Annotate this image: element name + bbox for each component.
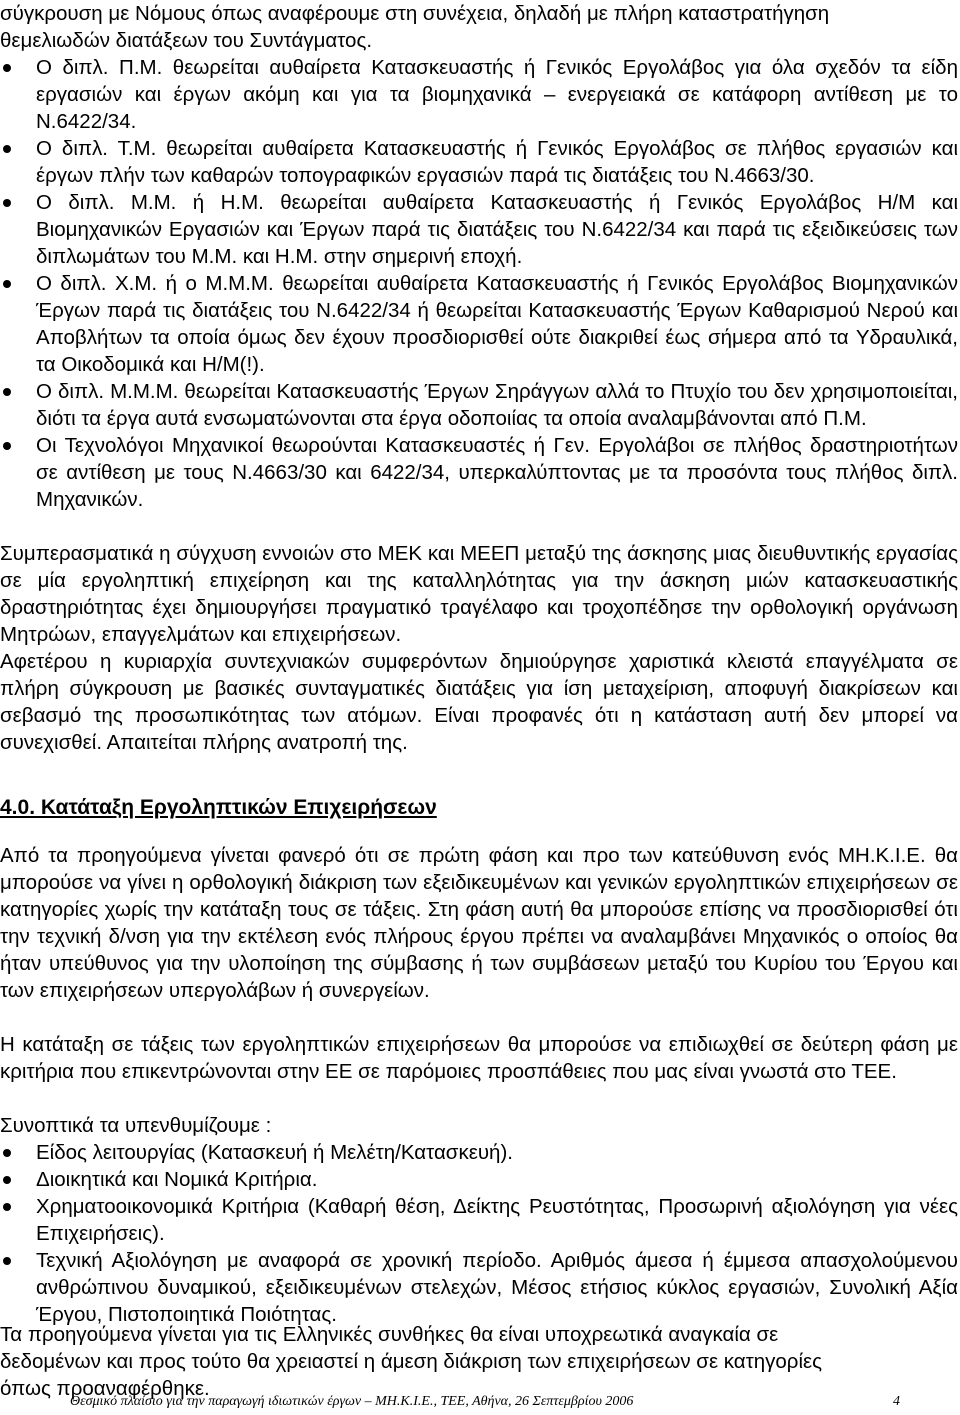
text-line: Τα προηγούμενα γίνεται για τις Ελληνικές συνθήκες θα είναι υποχρεωτικά αναγκαία σε (0, 1323, 779, 1346)
summary-intro: Συνοπτικά τα υπενθυμίζουμε : (0, 1114, 272, 1137)
bullet-icon (3, 1257, 11, 1265)
page-footer (70, 1393, 900, 1411)
bullet-icon (3, 1203, 11, 1211)
section-heading: 4.0. Κατάταξη Εργοληπτικών Επιχειρήσεων (0, 796, 437, 819)
bullet-icon (3, 1149, 11, 1157)
page-number: 4 (893, 1394, 900, 1409)
bullet-icon (3, 1176, 11, 1184)
bullet-icon (3, 442, 11, 450)
bullet-icon (3, 388, 11, 396)
second-paragraph: Αφετέρου η κυριαρχία συντεχνιακών συμφερόντων δημιούργησε χαριστικά κλειστά επαγγέλματα σε πλήρη σύγκρουση με βασικές συνταγματικές διατάξεις για ίση μεταχείριση, αποφυγή διακρίσεων και σεβασμό της προσωπικότητας των ατόμων. Είναι προφανές ότι η κατάσταση αυτή δεν μπορεί να συνεχισθεί. Απαιτείται πλήρης ανατροπή της. (0, 650, 958, 754)
list-item: Διοικητικά και Νομικά Κριτήρια. (0, 1166, 958, 1193)
text-line: σύγκρουση με Νόμους όπως αναφέρουμε στη συνέχεια, δηλαδή με πλήρη καταστρατήγηση (0, 2, 830, 25)
bullet-icon (3, 280, 11, 288)
bullet-icon (3, 64, 11, 72)
top-paragraph (0, 0, 958, 54)
list-item: Οι Τεχνολόγοι Μηχανικοί θεωρούνται Κατασκευαστές ή Γεν. Εργολάβοι σε πλήθος δραστηριοτήτων σε αντίθεση με τους Ν.4663/30 και 6422/34, υπερκαλύπτοντας με τα προσόντα τους πλήθος διπλ. Μηχανικών. (0, 432, 958, 513)
list-item: Ο διπλ. Μ.Μ.Μ. θεωρείται Κατασκευαστής Έργων Σηράγγων αλλά το Πτυχίο του δεν χρησιμοποιείται, διότι τα έργα αυτά ενσωματώνονται στα έργα οδοποιίας τα οποία αναλαμβάνονται από Π.Μ. (0, 378, 958, 432)
bullet-icon (3, 145, 11, 153)
list-item: Ο διπλ. Μ.Μ. ή Η.Μ. θεωρείται αυθαίρετα Κατασκευαστής ή Γενικός Εργολάβος Η/Μ και Βιομηχανικών Εργασιών και Έργων παρά τις διατάξεις του Ν.6422/34 και παρά τις εξειδικεύσεις των διπλωμάτων του Μ.Μ. και Η.Μ. στην σημερινή εποχή. (0, 189, 958, 270)
section-paragraph-2: Η κατάταξη σε τάξεις των εργοληπτικών επιχειρήσεων θα μπορούσε να επιδιωχθεί σε δεύτερη φάση με κριτήρια που επικεντρώνονται στην ΕΕ σε παρόμοιες προσπάθειες που μας είναι γνωστά στο ΤΕΕ. (0, 1033, 958, 1083)
list-item: Ο διπλ. Π.Μ. θεωρείται αυθαίρετα Κατασκευαστής ή Γενικός Εργολάβος για όλα σχεδόν τα είδη εργασιών και έργων ακόμη και για τα βιομηχανικά – ενεργειακά σε κατάφορη αντίθεση με το Ν.6422/34. (0, 54, 958, 135)
list-item: Χρηματοοικονομικά Κριτήρια (Καθαρή θέση, Δείκτης Ρευστότητας, Προσωρινή αξιολόγηση για νέες Επιχειρήσεις). (0, 1193, 958, 1247)
text-line: δεδομένων και προς τούτο θα χρειαστεί η άμεση διάκριση των επιχειρήσεων σε κατηγορίες (0, 1350, 823, 1373)
footer-text: Θεσμικό πλαίσιο για την παραγωγή ιδιωτικών έργων – ΜΗ.Κ.Ι.Ε., ΤΕΕ, Αθήνα, 26 Σεπτεμβρίου 2006 (70, 1394, 634, 1409)
list-item: Τεχνική Αξιολόγηση με αναφορά σε χρονική περίοδο. Αριθμός άμεσα ή έμμεσα απασχολούμενου ανθρώπινου δυναμικού, εξειδικευμένων στελεχών, Μέσος ετήσιος κύκλος εργασιών, Συνολική Αξία Έργου, Πιστοποιητικά Ποιότητας. (0, 1247, 958, 1328)
bullet-list-criteria (0, 1139, 958, 1328)
list-item: Ο διπλ. Τ.Μ. θεωρείται αυθαίρετα Κατασκευαστής ή Γενικός Εργολάβος σε πλήθος εργασιών και έργων πλήν των καθαρών τοπογραφικών εργασιών παρά τις διατάξεις του Ν.4663/30. (0, 135, 958, 189)
conclusion-paragraph: Συμπερασματικά η σύγχυση εννοιών στο ΜΕΚ και ΜΕΕΠ μεταξύ της άσκησης μιας διευθυντικής εργασίας σε μία εργοληπτική επιχείρηση και της καταλληλότητας για την άσκηση μιών κατασκευαστικής δραστηριότητας έχει δημιουργήσει πραγματικό τραγέλαφο και τροχοπέδησε την ορθολογική οργάνωση Μητρώων, επαγγελμάτων και επιχειρήσεων. (0, 542, 958, 646)
bullet-list-violations (0, 54, 958, 513)
list-item: Ο διπλ. Χ.Μ. ή ο Μ.Μ.Μ. θεωρείται αυθαίρετα Κατασκευαστής ή Γενικός Εργολάβος Βιομηχανικών Έργων παρά τις διατάξεις του Ν.6422/34 ή θεωρείται Κατασκευαστής Έργων Καθαρισμού Νερού και Αποβλήτων τα οποία όμως δεν έχουν προσδιορισθεί ούτε διακριθεί έως σήμερα από τα Υδραυλικά, τα Οικοδομικά και Η/Μ(!). (0, 270, 958, 378)
text-line: όπως προαναφέρθηκε. (0, 1377, 210, 1400)
final-paragraph (0, 1321, 958, 1402)
section-paragraph-1: Από τα προηγούμενα γίνεται φανερό ότι σε πρώτη φάση και προ των κατεύθυνση ενός ΜΗ.Κ.Ι.Ε. θα μπορούσε να γίνει η ορθολογική διάκριση των εξειδικευμένων και γενικών εργοληπτικών επιχειρήσεων σε κατηγορίες χωρίς την κατάταξη τους σε τάξεις. Στη φάση αυτή θα μπορούσε επίσης να προσδιορισθεί ότι την τεχνική δ/νση για την εκτέλεση ενός πλήρους έργου πρέπει να αναλαμβάνει Μηχανικός ο οποίος θα ήταν υπεύθυνος για την υλοποίηση της σύμβασης ή των συμβάσεων μεταξύ του Κυρίου του Έργου και των επιχειρήσεων υπεργολάβων ή συνεργείων. (0, 844, 958, 1002)
bullet-icon (3, 199, 11, 207)
text-line: θεμελιωδών διατάξεων του Συντάγματος. (0, 29, 373, 52)
list-item: Είδος λειτουργίας (Κατασκευή ή Μελέτη/Κατασκευή). (0, 1139, 958, 1166)
